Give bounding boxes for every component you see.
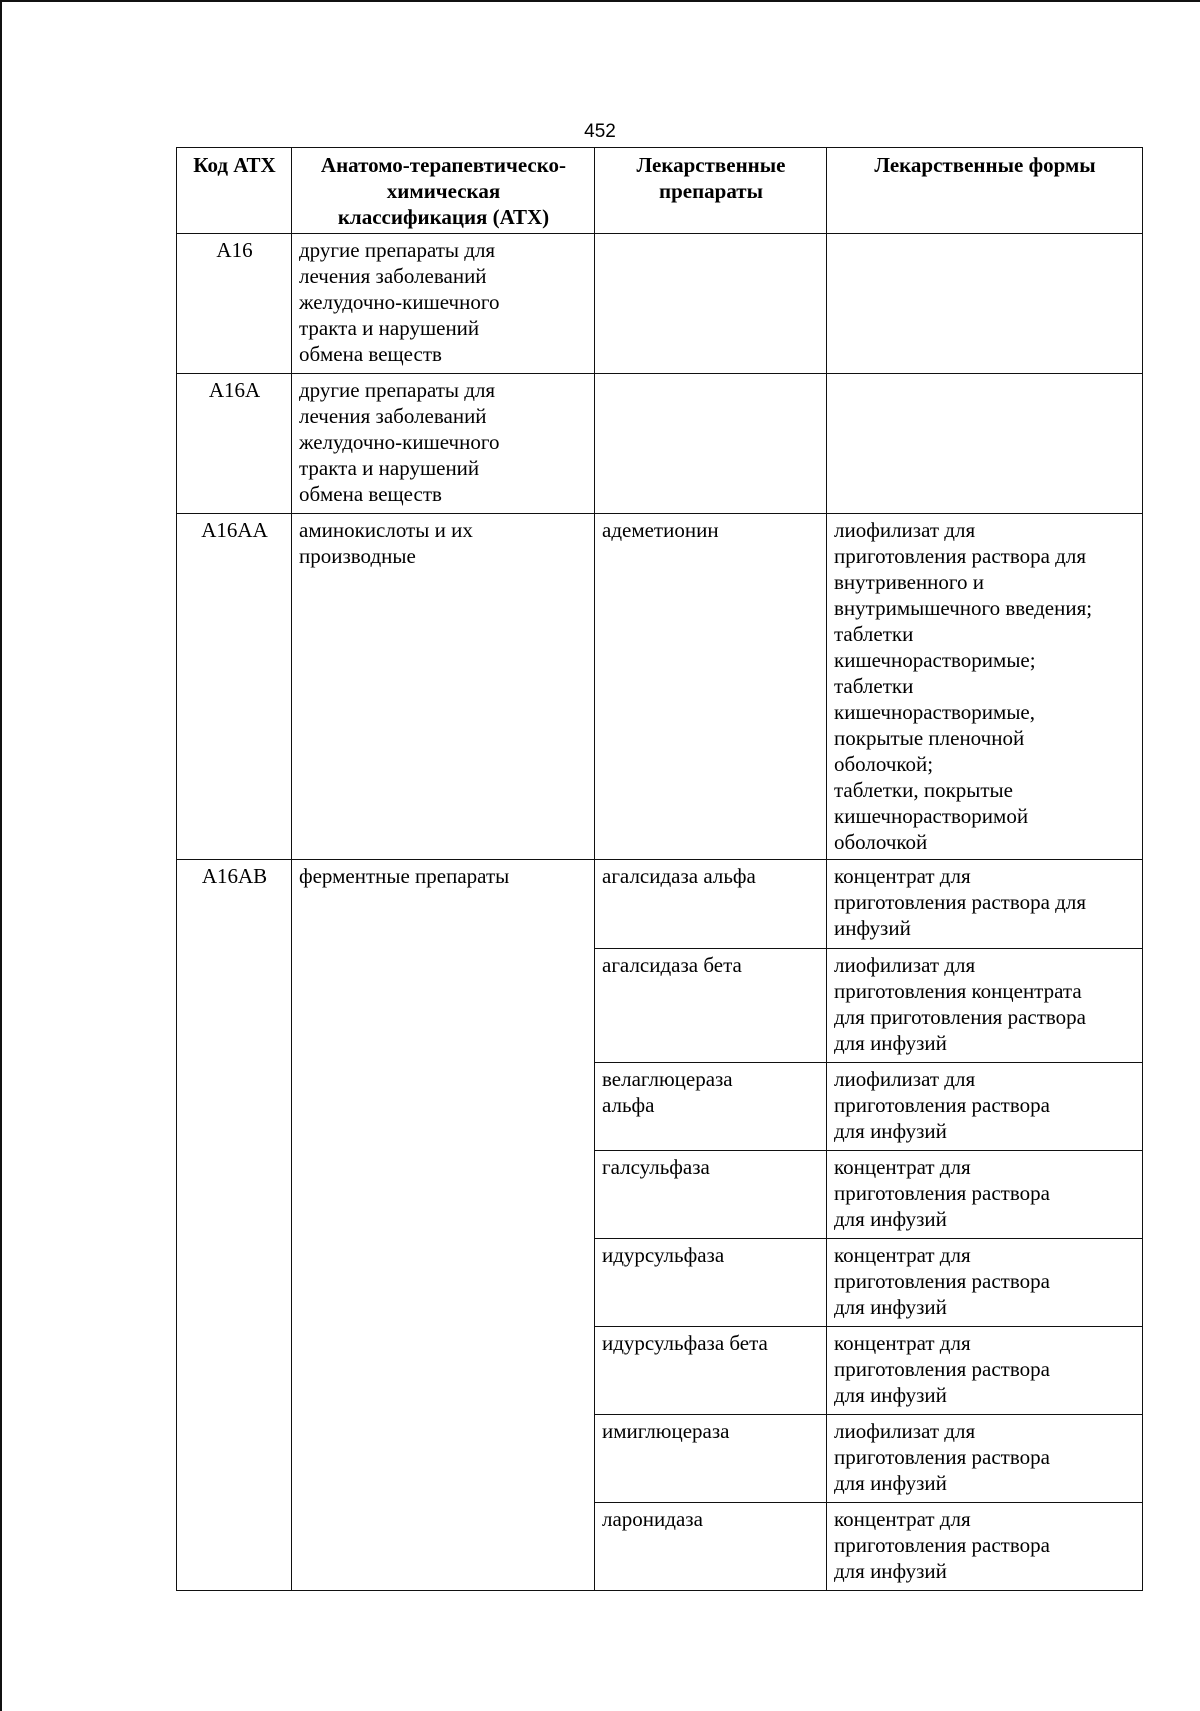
classification-cell: ферментные препараты xyxy=(292,860,595,1591)
classification-cell: аминокислоты и их производные xyxy=(292,514,595,860)
drug-cell: галсульфаза xyxy=(595,1151,827,1239)
drug-cell: агалсидаза альфа xyxy=(595,860,827,949)
drug-cell: идурсульфаза бета xyxy=(595,1327,827,1415)
scan-edge-top xyxy=(0,0,1200,2)
atx-code-cell: A16 xyxy=(177,234,292,374)
form-cell xyxy=(827,374,1143,514)
classification-cell: другие препараты для лечения заболеваний желудочно-кишечного тракта и нарушений обмена веществ xyxy=(292,374,595,514)
atx-code-cell: A16A xyxy=(177,374,292,514)
form-cell: лиофилизат для приготовления раствора для инфузий xyxy=(827,1415,1143,1503)
table-row xyxy=(177,514,1143,860)
drug-cell: адеметионин xyxy=(595,514,827,860)
drug-cell xyxy=(595,374,827,514)
header-drugs: Лекарственные препараты xyxy=(595,148,827,234)
form-cell: концентрат для приготовления раствора для инфузий xyxy=(827,860,1143,949)
drug-cell: велаглюцераза альфа xyxy=(595,1063,827,1151)
drug-cell: агалсидаза бета xyxy=(595,949,827,1063)
header-atx-classification: Анатомо-терапевтическо- химическая классификация (АТХ) xyxy=(292,148,595,234)
table-header-row xyxy=(177,148,1143,234)
drug-cell xyxy=(595,234,827,374)
table-row xyxy=(177,234,1143,374)
classification-cell: другие препараты для лечения заболеваний желудочно-кишечного тракта и нарушений обмена веществ xyxy=(292,234,595,374)
form-cell: концентрат для приготовления раствора для инфузий xyxy=(827,1327,1143,1415)
form-cell xyxy=(827,234,1143,374)
form-cell: концентрат для приготовления раствора для инфузий xyxy=(827,1503,1143,1591)
atx-code-cell: A16AB xyxy=(177,860,292,1591)
form-cell: концентрат для приготовления раствора для инфузий xyxy=(827,1239,1143,1327)
scan-edge-left xyxy=(0,0,2,1711)
form-cell: лиофилизат для приготовления концентрата для приготовления раствора для инфузий xyxy=(827,949,1143,1063)
form-cell: лиофилизат для приготовления раствора для внутривенного и внутримышечного введения; таблетки кишечнорастворимые; таблетки кишечнорастворимые, покрытые пленочной оболочкой; таблетки, покрытые кишечнорастворимой оболочкой xyxy=(827,514,1143,860)
atx-table xyxy=(176,147,1143,1591)
atx-code-cell: A16AA xyxy=(177,514,292,860)
drug-cell: имиглюцераза xyxy=(595,1415,827,1503)
form-cell: концентрат для приготовления раствора для инфузий xyxy=(827,1151,1143,1239)
page-number: 452 xyxy=(584,121,616,142)
drug-cell: ларонидаза xyxy=(595,1503,827,1591)
header-dosage-forms: Лекарственные формы xyxy=(827,148,1143,234)
drug-cell: идурсульфаза xyxy=(595,1239,827,1327)
form-cell: лиофилизат для приготовления раствора для инфузий xyxy=(827,1063,1143,1151)
header-atx-code: Код АТХ xyxy=(177,148,292,234)
table-row xyxy=(177,860,1143,949)
table-row xyxy=(177,374,1143,514)
